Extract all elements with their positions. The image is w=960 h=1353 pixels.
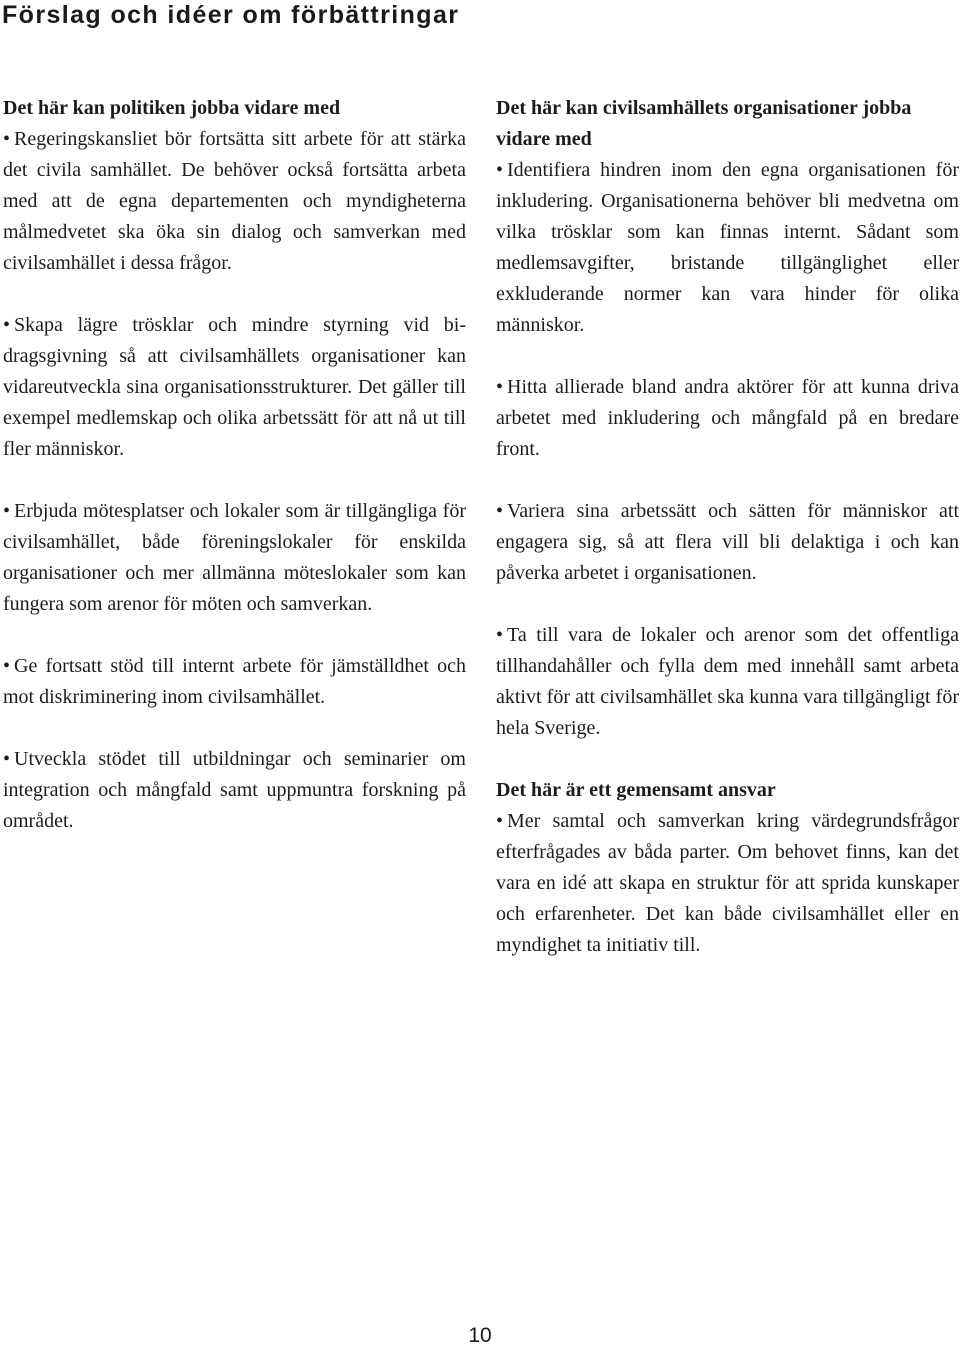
right-bullet-4-text: Ta till vara de lokaler och arenor som det offentliga tillhandahåller och fylla dem med innehåll samt arbeta aktivt för att civilsamhället ska kunna vara tillgängligt för hela Sverige.: [496, 624, 959, 739]
shared-bullet-1: [496, 806, 959, 961]
page-title: Förslag och idéer om förbättringar: [2, 1, 460, 29]
bullet-icon: •: [3, 655, 11, 677]
bullet-icon: •: [496, 624, 504, 646]
right-column: [496, 93, 959, 961]
page-number: 10: [468, 1324, 492, 1347]
right-bullet-3-text: Variera sina arbetssätt och sätten för människor att engagera sig, så att flera vill bli delaktiga i och kan påverka arbetet i organisationen.: [496, 500, 959, 584]
shared-bullet-1-text: Mer samtal och samverkan kring värdegrundsfrågor efterfrågades av båda parter. Om behovet finns, kan det vara en idé att skapa en struktur för att sprida kunskaper och erfarenheter. Det kan både civilsamhället eller en myndighet ta initiativ till.: [496, 810, 959, 956]
left-bullet-3: [3, 496, 466, 620]
left-section-heading: Det här kan politiken jobba vidare med: [3, 97, 341, 119]
right-bullet-3: [496, 496, 959, 589]
left-column: [3, 93, 466, 837]
left-bullet-2-text: Skapa lägre trösklar och mindre styrning vid bidragsgivning så att civilsamhällets organisationer kan vidareutveckla sina organisationsstrukturer. Det gäller till exempel medlemskap och olika arbetssätt för att nå ut till fler människor.: [3, 314, 466, 460]
left-bullet-3-text: Erbjuda mötesplatser och lokaler som är tillgängliga för civilsamhället, både föreningslokaler för enskilda organisationer och mer allmänna möteslokaler som kan fungera som arenor för möten och samverkan.: [3, 500, 466, 615]
right-bullet-2: [496, 372, 959, 465]
bullet-icon: •: [3, 748, 11, 770]
right-section-heading: Det här kan civilsamhällets organisationer jobba vidare med: [496, 97, 912, 150]
bullet-icon: •: [3, 128, 11, 150]
shared-responsibility-heading: Det här är ett gemensamt ansvar: [496, 779, 776, 801]
right-bullet-1: [496, 155, 959, 341]
left-bullet-2: [3, 310, 466, 465]
bullet-icon: •: [3, 500, 11, 522]
bullet-icon: •: [496, 810, 504, 832]
left-bullet-5: [3, 744, 466, 837]
bullet-icon: •: [496, 376, 504, 398]
bullet-icon: •: [496, 500, 504, 522]
right-bullet-4: [496, 620, 959, 744]
left-bullet-1: [3, 124, 466, 279]
left-bullet-1-text: Regeringskansliet bör fortsätta sitt arbete för att stärka det civila samhället. De behöver också fortsätta arbeta med att de egna departementen och myndigheterna målmedvetet ska öka sin dialog och samverkan med civilsamhället i dessa frågor.: [3, 128, 466, 274]
left-bullet-4-text: Ge fortsatt stöd till internt arbete för jämställdhet och mot diskriminering inom civilsamhället.: [3, 655, 466, 708]
left-bullet-5-text: Utveckla stödet till utbildningar och seminarier om integration och mångfald samt uppmuntra forskning på området.: [3, 748, 466, 832]
left-bullet-4: [3, 651, 466, 713]
bullet-icon: •: [3, 314, 11, 336]
right-bullet-1-text: Identifiera hindren inom den egna organisationen för inkludering. Organisationerna behöver bli medvetna om vilka trösklar som kan finnas internt. Sådant som medlemsavgifter, bristande tillgänglighet eller exkluderande normer kan vara hinder för olika människor.: [496, 159, 959, 336]
bullet-icon: •: [496, 159, 504, 181]
right-bullet-2-text: Hitta allierade bland andra aktörer för att kunna driva arbetet med inkludering och mångfald på en bredare front.: [496, 376, 959, 460]
